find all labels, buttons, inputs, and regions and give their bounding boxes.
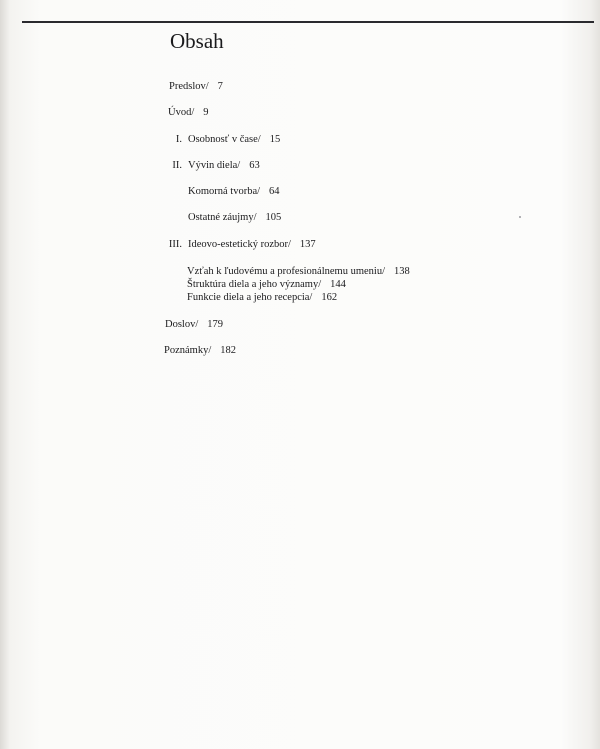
toc-entry-label: Úvod/ <box>168 107 195 118</box>
toc-entry-label: Doslov/ <box>165 319 199 330</box>
toc-entry-predslov <box>169 80 223 93</box>
toc-entry-label: Funkcie diela a jeho recepcia/ <box>187 292 313 303</box>
toc-entry-label: Vzťah k ľudovému a profesionálnemu umeniu/ <box>187 266 385 277</box>
toc-entry-page: 179 <box>207 319 224 330</box>
toc-entry-uvod <box>168 106 209 119</box>
toc-entry-page: 7 <box>217 81 223 92</box>
toc-entry-label: Štruktúra diela a jeho významy/ <box>187 279 322 290</box>
toc-entry-page: 63 <box>249 160 260 171</box>
toc-entry-label: Komorná tvorba/ <box>188 186 261 197</box>
toc-entry-doslov <box>165 318 223 331</box>
chapter-numeral: II. <box>172 160 182 171</box>
toc-entry-chapter-2 <box>162 159 260 172</box>
toc-entry-label: Vývin diela/ <box>188 160 241 171</box>
toc-entry-page: 144 <box>330 279 346 290</box>
toc-entry-label: Ostatné záujmy/ <box>188 212 257 223</box>
toc-entry-ostatne-zaujmy <box>188 211 281 224</box>
chapter-numeral: I. <box>175 134 182 145</box>
paper-speck <box>519 216 521 218</box>
toc-entry-page: 105 <box>265 212 282 223</box>
chapter-numeral: III. <box>168 239 182 250</box>
toc-entry-komorna-tvorba <box>188 185 280 198</box>
toc-entry-page: 137 <box>299 239 316 250</box>
toc-entry-chapter-3 <box>162 238 316 251</box>
toc-entry-chapter-1 <box>162 133 280 146</box>
toc-entry-funkcie <box>187 291 337 304</box>
toc-entry-label: Ideovo-estetický rozbor/ <box>188 239 291 250</box>
toc-entry-page: 162 <box>321 292 338 303</box>
toc-entry-label: Osobnosť v čase/ <box>188 134 261 145</box>
toc-entry-page: 15 <box>269 134 281 145</box>
toc-entry-page: 182 <box>220 345 236 356</box>
toc-entry-label: Poznámky/ <box>164 345 212 356</box>
toc-entry-page: 64 <box>269 186 280 197</box>
toc-entry-page: 9 <box>203 107 209 118</box>
toc-entry-label: Predslov/ <box>169 81 209 92</box>
toc-entry-vztah <box>187 265 410 278</box>
toc-entry-page: 138 <box>394 266 410 277</box>
toc-entry-poznamky <box>164 344 236 357</box>
toc-entry-struktura <box>187 278 346 291</box>
contents-title: Obsah <box>170 29 224 53</box>
top-rule <box>22 21 594 23</box>
